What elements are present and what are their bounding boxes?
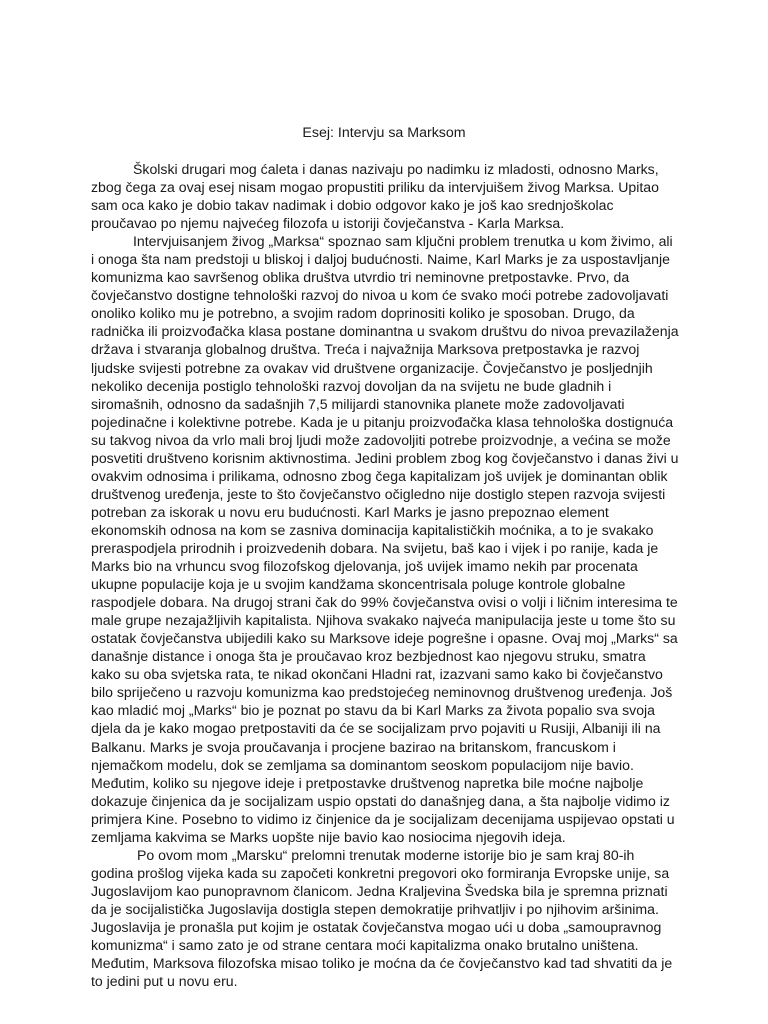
paragraph-1: Školski drugari mog ćaleta i danas nazivaju po nadimku iz mladosti, odnosno Marks, zbog čega za ovaj esej nisam mogao propustiti priliku da intervjuišem živog Marksa. Upitao sam oca kako je dobio takav nadimak i dobio odgovor kako je još kao srednjoškolac proučavao po njemu najvećeg filozofa u istoriji čovječanstva - Karla Marksa. xyxy=(91,161,659,232)
paragraph-3: Po ovom mom „Marsku“ prelomni trenutak moderne istorije bio je sam kraj 80-ih godina prošlog vijeka kada su započeti konkretni pregovori oko formiranja Evropske unije, sa Jugoslavijom kao punopravnom članicom. Jedna Kraljevina Švedska bila je spremna priznati da je socijalistička Jugoslavija dostigla stepen demokratije prihvatljiv i po njihovim aršinima. Jugoslavija je pronašla put kojim je ostatak čovječanstva mogao ući u doba „samoupravnog komunizma“ i samo zato je od strane centara moći kapitalizma onako brutalno uništena. Međutim, Marksova filozofska misao toliko je moćna da će čovječanstvo kad tad shvatiti da je to jedini put u novu eru. xyxy=(91,846,673,990)
essay-body xyxy=(91,160,679,990)
paragraph-2: Intervjuisanjem živog „Marksa“ spoznao sam ključni problem trenutka u kom živimo, ali i onoga šta nam predstoji u bliskoj i daljoj budućnosti. Naime, Karl Marks je za uspostavljanje komunizma kao savršenog oblika društva utvrdio tri neminovne pretpostavke. Prvo, da čovječanstvo dostigne tehnološki razvoj do nivoa u kom će svako moći potrebe zadovoljavati onoliko koliko mu je potrebno, a svojim radom doprinositi koliko je sposoban. Drugo, da radnička ili proizvođačka klasa postane dominantna u svakom društvu do nivoa prevazilaženja država i stvaranja globalnog društva. Treća i najvažnija Marksova pretpostavka je razvoj ljudske svijesti potrebne za ovakav vid društvene organizacije. Čovječanstvo je posljednjih nekoliko decenija postiglo tehnološki razvoj dovoljan da na svijetu ne bude gladnih i siromašnih, odnosno da sadašnjih 7,5 milijardi stanovnika planete može zadovoljavati pojedinačne i kolektivne potrebe. Kada je u pitanju proizvođačka klasa tehnološka dostignuća su takvog nivoa da vrlo mali broj ljudi može zadovoljiti potrebe proizvodnje, a većina se može posvetiti društveno korisnim aktivnostima. Jedini problem zbog kog čovječanstvo i danas živi u ovakvim odnosima i prilikama, odnosno zbog čega kapitalizam još uvijek je dominantan oblik društvenog uređenja, jeste to što čovječanstvo očigledno nije dostiglo stepen razvoja svijesti potreban za iskorak u novu eru budućnosti. Karl Marks je jasno prepoznao element ekonomskih odnosa na kom se zasniva dominacija kapitalističkih moćnika, a to je svakako preraspodjela prirodnih i proizvedenih dobara. Na svijetu, baš kao i vijek i po ranije, kada je Marks bio na vrhuncu svog filozofskog djelovanja, još uvijek imamo nekih par procenata ukupne populacije koja je u svojim kandžama skoncentrisala poluge kontrole globalne raspodjele dobara. Na drugoj strani čak do 99% čovječanstva ovisi o volji i ličnim interesima te male grupe nezajažljivih kapitalista. Njihova svakako najveća manipulacija jeste u tome što su ostatak čovječanstva ubijedili kako su Marksove ideje pogrešne i opasne. Ovaj moj „Marks“ sa današnje distance i onoga šta je proučavao kroz bezbjednost kao njegovu struku, smatra kako su oba svjetska rata, te nikad okončani Hladni rat, izazvani samo kako bi čovječanstvo bilo spriječeno u razvoju komunizma kao predstojećeg neminovnog društvenog uređenja. Još kao mladić moj „Marks“ bio je poznat po stavu da bi Karl Marks za života popalio sva svoja djela da je kako mogao pretpostaviti da će se socijalizam prvo pojaviti u Rusiji, Albaniji ili na Balkanu. Marks je svoja proučavanja i procjene bazirao na britanskom, francuskom i njemačkom modelu, dok se zemljama sa dominantom seoskom populacijom nije bavio. Međutim, koliko su njegove ideje i pretpostavke društvenog napretka bile moćne najbolje dokazuje činjenica da je socijalizam uspio opstati do današnjeg dana, a šta najbolje vidimo iz primjera Kine. Posebno to vidimo iz činjenice da je socijalizam decenijama uspijevao opstati u zemljama kakvima se Marks uopšte nije bavio kao nosiocima njegovih ideja. xyxy=(91,233,679,845)
essay-title: Esej: Intervju sa Marksom xyxy=(302,125,466,141)
